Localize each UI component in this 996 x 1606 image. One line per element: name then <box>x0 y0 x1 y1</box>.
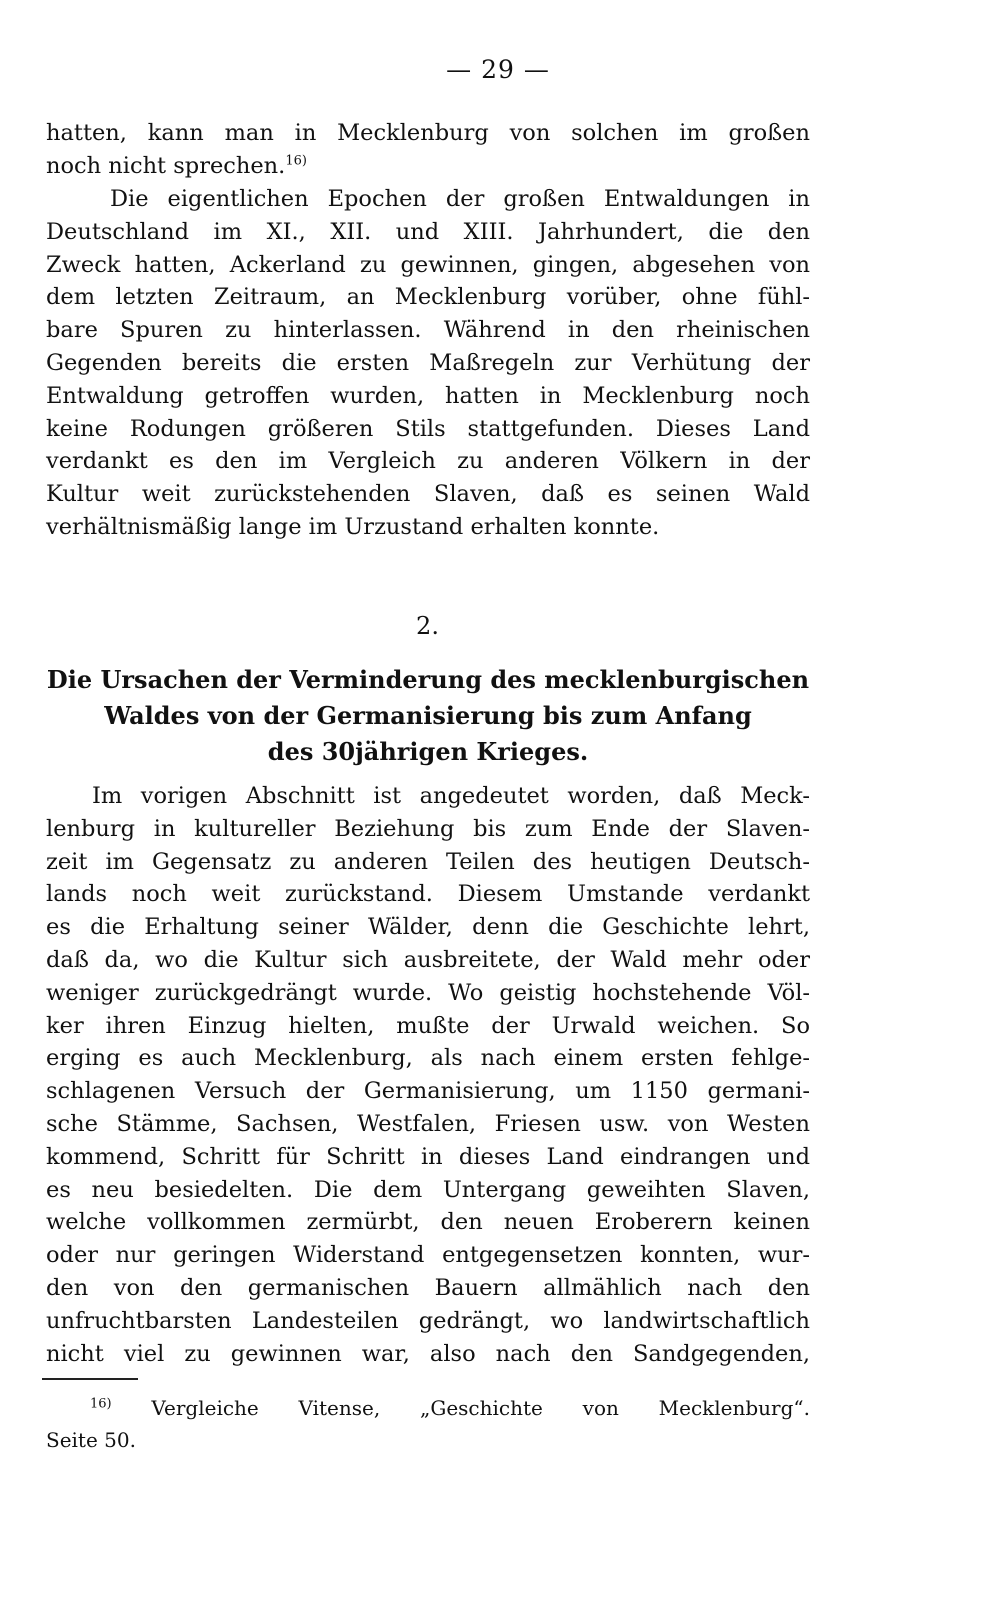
footnote-divider <box>42 1378 138 1380</box>
text-line: Deutschland im XI., XII. und XIII. Jahrhundert, die den <box>46 218 810 245</box>
text-line: keine Rodungen größeren Stils stattgefunden. Dieses Land <box>46 415 810 442</box>
text-line: Im vorigen Abschnitt ist angedeutet worden, daß Meck- <box>92 783 810 809</box>
text-line: verdankt es den im Vergleich zu anderen Völkern in der <box>46 448 810 475</box>
text-line: Kultur weit zurückstehenden Slaven, daß es seinen Wald <box>46 481 810 508</box>
page-number: — 29 — <box>446 55 550 84</box>
text-line <box>46 150 810 183</box>
text-line-content: noch nicht sprechen. <box>46 152 286 179</box>
text-line: daß da, wo die Kultur sich ausbreitete, der Wald mehr oder <box>46 946 810 973</box>
paragraph-continuation <box>46 117 810 183</box>
footnote-line: Seite 50. <box>46 1428 136 1452</box>
text-line: lenburg in kultureller Beziehung bis zum Ende der Slaven- <box>46 815 810 842</box>
text-line: verhältnismäßig lange im Urzustand erhalten konnte. <box>46 513 660 540</box>
footnote-marker: 16) <box>90 1396 112 1412</box>
heading-line: des 30jährigen Krieges. <box>267 737 589 766</box>
section-number: 2. <box>416 612 439 640</box>
text-line: erging es auch Mecklenburg, als nach einem ersten fehlge- <box>46 1045 810 1072</box>
text-line: weniger zurückgedrängt wurde. Wo geistig hochstehende Völ- <box>46 979 810 1006</box>
text-line: kommend, Schritt für Schritt in dieses Land eindrangen und <box>46 1143 810 1170</box>
text-line: unfruchtbarsten Landesteilen gedrängt, wo landwirtschaftlich <box>46 1307 810 1334</box>
text-line: Zweck hatten, Ackerland zu gewinnen, gingen, abgesehen von <box>46 251 810 278</box>
text-line: oder nur geringen Widerstand entgegensetzen konnten, wur- <box>46 1242 810 1269</box>
text-line: schlagenen Versuch der Germanisierung, um 1150 germani- <box>46 1078 810 1105</box>
text-line: hatten, kann man in Mecklenburg von solchen im großen <box>46 120 810 146</box>
text-line: dem letzten Zeitraum, an Mecklenburg vorüber, ohne fühl- <box>46 284 810 311</box>
heading-line: Waldes von der Germanisierung bis zum Anfang <box>104 701 752 730</box>
text-line: sche Stämme, Sachsen, Westfalen, Friesen usw. von Westen <box>46 1110 810 1137</box>
text-line: den von den germanischen Bauern allmählich nach den <box>46 1274 810 1301</box>
text-line: bare Spuren zu hinterlassen. Während in den rheinischen <box>46 317 810 344</box>
text-line: zeit im Gegensatz zu anderen Teilen des heutigen Deutsch- <box>46 848 810 875</box>
paragraph-epochs <box>46 183 810 544</box>
footnote-text: Vergleiche Vitense, „Geschichte von Mecklenburg“. <box>151 1396 811 1420</box>
text-line: Die eigentlichen Epochen der großen Entwaldungen in <box>110 186 810 212</box>
footnote-reference: 16) <box>285 153 307 169</box>
text-line: lands noch weit zurückstand. Diesem Umstande verdankt <box>46 881 810 908</box>
text-line: welche vollkommen zermürbt, den neuen Eroberern keinen <box>46 1209 810 1236</box>
section-heading <box>46 662 810 770</box>
text-line: nicht viel zu gewinnen war, also nach den Sandgegenden, <box>46 1340 810 1367</box>
text-line: es die Erhaltung seiner Wälder, denn die Geschichte lehrt, <box>46 914 810 941</box>
text-line: Entwaldung getroffen wurden, hatten in Mecklenburg noch <box>46 382 810 409</box>
text-line: ker ihren Einzug hielten, mußte der Urwald weichen. So <box>46 1012 810 1039</box>
footnote-line <box>46 1392 810 1424</box>
footnote <box>46 1392 810 1456</box>
text-line: Gegenden bereits die ersten Maßregeln zur Verhütung der <box>46 349 810 376</box>
heading-line: Die Ursachen der Verminderung des mecklenburgischen <box>46 665 810 694</box>
text-line: es neu besiedelten. Die dem Untergang geweihten Slaven, <box>46 1176 810 1203</box>
paragraph-causes <box>46 780 810 1370</box>
